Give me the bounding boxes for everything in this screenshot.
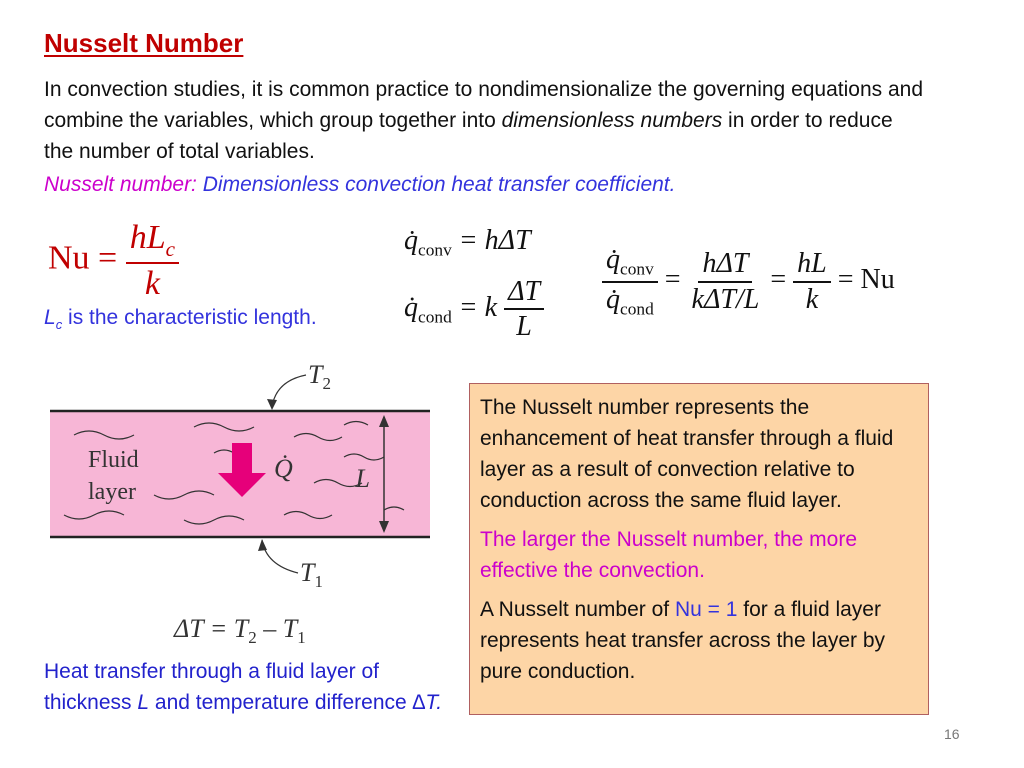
fluid-layer-diagram <box>44 355 444 650</box>
ratio-cond-sub: cond <box>620 299 654 319</box>
t2-leader <box>272 375 306 407</box>
nu-fraction <box>126 220 179 302</box>
characteristic-length-note <box>44 306 317 332</box>
ratio-fraction-h <box>688 249 764 314</box>
q-conv-sub: conv <box>418 240 452 260</box>
ratio-formula <box>602 245 895 319</box>
nu-numerator-sub: c <box>165 236 176 261</box>
ratio-conv-sub: conv <box>620 259 654 279</box>
q-cond-formula <box>404 277 544 342</box>
t1-leader <box>262 540 298 573</box>
ratio-q-top: q̇ <box>606 244 620 275</box>
ratio-eq-2: = <box>770 264 787 296</box>
q-cond-symbol: q̇ <box>404 291 418 323</box>
t1-symbol: T <box>300 558 315 587</box>
delta-sub1: 1 <box>297 628 306 647</box>
info-p3-nu: Nu = 1 <box>674 598 738 621</box>
q-cond-fraction <box>504 277 544 342</box>
thickness-label: L <box>355 464 370 493</box>
ratio-hdt: hΔT <box>698 249 752 282</box>
q-conv-formula <box>404 225 531 261</box>
info-paragraph-3 <box>480 594 918 687</box>
intro-text-b: in order to reduce the number of total variables. <box>44 109 893 163</box>
caption-dt: ∆T. <box>412 691 443 714</box>
nusselt-definition <box>44 173 675 197</box>
lc-text: is the characteristic length. <box>62 306 317 329</box>
lc-sub: c <box>55 317 63 333</box>
ratio-hl: hL <box>793 249 831 282</box>
t1-label <box>300 558 323 591</box>
t1-arrow <box>258 539 267 551</box>
q-conv-rhs: = hΔT <box>458 225 531 256</box>
ratio-q-bottom: q̇ <box>606 283 620 315</box>
t2-label <box>308 360 331 393</box>
delta-t-equation <box>173 614 306 647</box>
delta-sub2: 2 <box>248 628 257 647</box>
intro-italic: dimensionless numbers <box>501 109 723 132</box>
nu-lhs: Nu = <box>48 239 118 277</box>
nusselt-info-box <box>469 383 929 715</box>
q-conv-symbol: q̇ <box>404 225 418 256</box>
t2-sub: 2 <box>322 374 331 393</box>
nusselt-formula <box>48 220 179 302</box>
fluid-label: Fluid <box>88 447 139 473</box>
lc-symbol: L <box>44 306 56 329</box>
definition-label: Nusselt number: <box>44 173 197 196</box>
ratio-fraction-hl <box>793 249 831 314</box>
t1-sub: 1 <box>314 572 323 591</box>
info-p3-b: for a fluid layer represents heat transfer across the layer by pure conduction. <box>480 598 886 683</box>
intro-text-a: In convection studies, it is common practice to nondimensionalize the governing equations and combine the variables, which group together into <box>44 78 924 132</box>
caption-b: and temperature difference <box>149 691 413 714</box>
q-cond-sub: cond <box>418 307 452 327</box>
nu-denominator: k <box>144 264 160 302</box>
info-p3-a: A Nusselt number of <box>480 598 675 621</box>
definition-text: Dimensionless convection heat transfer coefficient. <box>196 173 676 196</box>
t2-symbol: T <box>308 360 323 389</box>
slide-title: Nusselt Number <box>44 28 244 58</box>
info-paragraph-2: The larger the Nusselt number, the more effective the convection. <box>480 528 858 582</box>
q-cond-den: L <box>516 311 532 343</box>
info-paragraph-1: The Nusselt number represents the enhancement of heat transfer through a fluid layer as a result of convection relative to conduction across the same fluid layer. <box>480 396 894 512</box>
intro-paragraph <box>44 74 924 167</box>
figure-caption <box>44 656 444 718</box>
q-cond-num: ΔT <box>504 277 544 310</box>
caption-a: Heat transfer through a fluid layer of thickness <box>44 660 380 714</box>
delta-minus-t: – T <box>256 614 298 643</box>
q-cond-k: = k <box>458 291 498 323</box>
ratio-nu: = Nu <box>837 264 895 296</box>
ratio-kdtl: kΔT/L <box>691 283 760 315</box>
delta-eq-a: ΔT = T <box>174 614 249 643</box>
nu-numerator: hL <box>129 219 166 256</box>
t2-arrow <box>267 399 277 410</box>
layer-label: layer <box>88 479 136 505</box>
caption-l: L <box>137 691 150 714</box>
q-dot-label: Q̇ <box>274 454 293 483</box>
ratio-eq-1: = <box>664 264 681 296</box>
ratio-fraction-q <box>602 245 658 319</box>
ratio-k: k <box>805 283 819 315</box>
page-number: 16 <box>944 726 960 742</box>
